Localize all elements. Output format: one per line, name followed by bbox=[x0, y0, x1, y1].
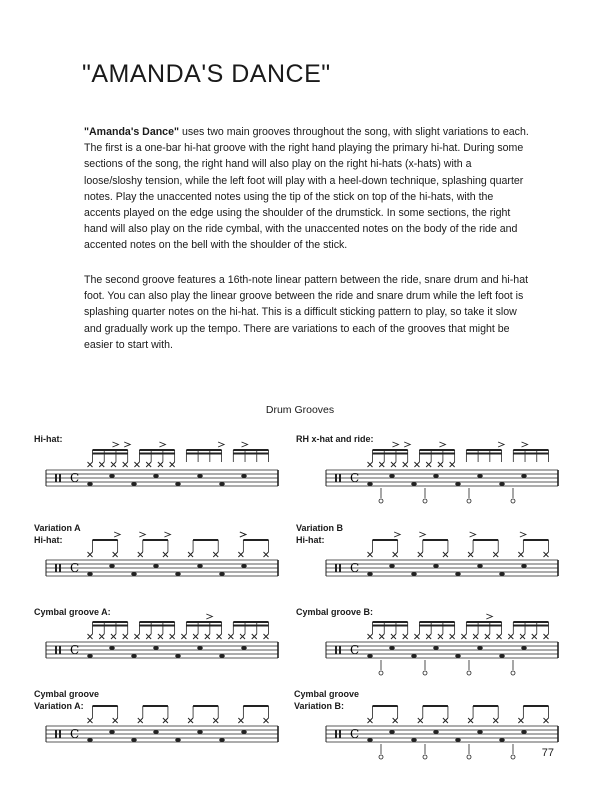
percussion-clef bbox=[339, 564, 341, 572]
note-beam bbox=[373, 453, 408, 455]
percussion-clef bbox=[55, 646, 57, 654]
bass-drum-note bbox=[499, 738, 505, 742]
accent-mark bbox=[520, 532, 526, 537]
snare-note bbox=[433, 564, 439, 568]
note-beam bbox=[139, 453, 174, 455]
note-beam bbox=[373, 705, 398, 707]
bass-drum-note bbox=[87, 654, 93, 658]
bass-drum-note bbox=[175, 482, 181, 486]
note-beam bbox=[143, 705, 168, 707]
note-beam bbox=[93, 621, 128, 623]
page-number: 77 bbox=[541, 747, 554, 759]
note-beam bbox=[419, 625, 454, 627]
bass-drum-note bbox=[367, 482, 373, 486]
snare-note bbox=[109, 730, 115, 734]
bass-drum-note bbox=[499, 654, 505, 658]
hi-hat-foot-note bbox=[423, 499, 427, 503]
accent-mark bbox=[522, 442, 528, 447]
hi-hat-foot-note bbox=[511, 755, 515, 759]
note-beam bbox=[513, 453, 548, 455]
groove-label-hi-hat: Hi-hat: bbox=[34, 434, 63, 444]
note-beam bbox=[93, 539, 118, 541]
bass-drum-note bbox=[367, 654, 373, 658]
snare-note bbox=[109, 564, 115, 568]
snare-note bbox=[521, 730, 527, 734]
hi-hat-foot-note bbox=[511, 671, 515, 675]
percussion-clef bbox=[335, 474, 337, 482]
staff-rh-xhat-ride bbox=[326, 442, 578, 504]
bass-drum-note bbox=[175, 572, 181, 576]
bass-drum-note bbox=[499, 572, 505, 576]
note-beam bbox=[373, 621, 408, 623]
bass-drum-note bbox=[367, 572, 373, 576]
snare-note bbox=[477, 474, 483, 478]
hi-hat-foot-note bbox=[467, 671, 471, 675]
percussion-clef bbox=[59, 474, 61, 482]
percussion-clef bbox=[59, 730, 61, 738]
staff-hi-hat bbox=[46, 442, 298, 504]
snare-note bbox=[153, 646, 159, 650]
bass-drum-note bbox=[411, 572, 417, 576]
percussion-clef bbox=[55, 474, 57, 482]
note-beam bbox=[139, 625, 174, 627]
bass-drum-note bbox=[87, 482, 93, 486]
accent-mark bbox=[124, 442, 130, 447]
bass-drum-note bbox=[175, 738, 181, 742]
accent-mark bbox=[498, 442, 504, 447]
accent-mark bbox=[112, 442, 118, 447]
accent-mark bbox=[218, 442, 224, 447]
groove-label-cymbal-b: Cymbal groove B: bbox=[296, 607, 374, 617]
accent-mark bbox=[470, 532, 476, 537]
intro-paragraph-1 bbox=[84, 124, 529, 254]
bass-drum-note bbox=[411, 482, 417, 486]
bass-drum-note bbox=[499, 482, 505, 486]
note-beam bbox=[93, 625, 128, 627]
intro-paragraph-1-text: uses two main grooves throughout the song, with slight variations to each. The first is a one-bar hi-hat groove with the right hand playing the primary hi-hat. During some sections of the song, the right hand will also play on the right hi-hats (x-hats) with a loose/sloshy tension, while the left foot will play with a heel-down technique, splashing quarter notes. Play the unaccented notes using the tip of the stick on top of the hi-hats, with the accents played on the edge using the shoulder of the drumstick. In some sections, the right hand will also play on the ride cymbal, with the unaccented notes on the body of the ride and accented notes on the bell with the shoulder of the stick. bbox=[84, 126, 529, 252]
accent-mark bbox=[164, 532, 170, 537]
hi-hat-foot-note bbox=[511, 499, 515, 503]
snare-note bbox=[241, 474, 247, 478]
snare-note bbox=[197, 474, 203, 478]
snare-note bbox=[389, 730, 395, 734]
accent-mark bbox=[139, 532, 145, 537]
note-beam bbox=[233, 625, 268, 627]
time-signature: C bbox=[350, 727, 360, 741]
snare-note bbox=[109, 646, 115, 650]
song-title-bold: "Amanda's Dance" bbox=[84, 126, 179, 138]
snare-note bbox=[241, 564, 247, 568]
bass-drum-note bbox=[219, 572, 225, 576]
note-beam bbox=[243, 539, 268, 541]
groove-label-cymbal-variation-b: Cymbal groove Variation B: bbox=[294, 689, 360, 711]
hi-hat-foot-note bbox=[379, 671, 383, 675]
note-beam bbox=[466, 625, 501, 627]
note-beam bbox=[373, 625, 408, 627]
note-beam bbox=[139, 621, 174, 623]
groove-label-variation-b: Variation B Hi-hat: bbox=[296, 523, 344, 545]
bass-drum-note bbox=[455, 482, 461, 486]
accent-mark bbox=[240, 532, 246, 537]
percussion-clef bbox=[339, 474, 341, 482]
time-signature: C bbox=[70, 561, 80, 575]
snare-note bbox=[477, 646, 483, 650]
note-beam bbox=[186, 621, 221, 623]
percussion-clef bbox=[55, 564, 57, 572]
snare-note bbox=[389, 646, 395, 650]
note-beam bbox=[186, 625, 221, 627]
note-beam bbox=[93, 705, 118, 707]
percussion-clef bbox=[59, 646, 61, 654]
snare-note bbox=[433, 730, 439, 734]
percussion-clef bbox=[335, 564, 337, 572]
note-beam bbox=[473, 539, 498, 541]
bass-drum-note bbox=[411, 738, 417, 742]
snare-note bbox=[153, 474, 159, 478]
snare-note bbox=[241, 730, 247, 734]
groove-label-cymbal-variation-a: Cymbal groove Variation A: bbox=[34, 689, 100, 711]
staff-cymbal-variation-a bbox=[46, 698, 298, 760]
note-beam bbox=[423, 705, 448, 707]
snare-note bbox=[521, 474, 527, 478]
accent-mark bbox=[486, 614, 492, 619]
accent-mark bbox=[392, 442, 398, 447]
accent-mark bbox=[394, 532, 400, 537]
bass-drum-note bbox=[219, 654, 225, 658]
snare-note bbox=[197, 564, 203, 568]
accent-mark bbox=[114, 532, 120, 537]
bass-drum-note bbox=[131, 654, 137, 658]
percussion-clef bbox=[339, 646, 341, 654]
note-beam bbox=[419, 621, 454, 623]
accent-mark bbox=[242, 442, 248, 447]
note-beam bbox=[139, 449, 174, 451]
snare-note bbox=[521, 646, 527, 650]
note-beam bbox=[513, 621, 548, 623]
snare-note bbox=[241, 646, 247, 650]
snare-note bbox=[433, 646, 439, 650]
note-beam bbox=[373, 449, 408, 451]
percussion-clef bbox=[335, 646, 337, 654]
snare-note bbox=[477, 564, 483, 568]
staff-cymbal-variation-b bbox=[326, 698, 578, 760]
snare-note bbox=[153, 564, 159, 568]
groove-label-cymbal-a: Cymbal groove A: bbox=[34, 607, 111, 617]
note-beam bbox=[186, 449, 221, 451]
bass-drum-note bbox=[455, 738, 461, 742]
accent-mark bbox=[206, 614, 212, 619]
note-beam bbox=[513, 625, 548, 627]
accent-mark bbox=[419, 532, 425, 537]
snare-note bbox=[433, 474, 439, 478]
time-signature: C bbox=[70, 727, 80, 741]
note-beam bbox=[419, 453, 454, 455]
page-title: "AMANDA'S DANCE" bbox=[82, 60, 331, 88]
percussion-clef bbox=[59, 564, 61, 572]
note-beam bbox=[193, 705, 218, 707]
bass-drum-note bbox=[219, 482, 225, 486]
staff-variation-a bbox=[46, 532, 298, 594]
bass-drum-note bbox=[367, 738, 373, 742]
hi-hat-foot-note bbox=[423, 755, 427, 759]
staff-cymbal-groove-a bbox=[46, 614, 298, 676]
hi-hat-foot-note bbox=[467, 755, 471, 759]
note-beam bbox=[233, 453, 268, 455]
hi-hat-foot-note bbox=[379, 499, 383, 503]
note-beam bbox=[473, 705, 498, 707]
note-beam bbox=[373, 539, 398, 541]
time-signature: C bbox=[350, 471, 360, 485]
drum-grooves-heading: Drum Grooves bbox=[265, 404, 335, 416]
bass-drum-note bbox=[87, 572, 93, 576]
snare-note bbox=[197, 646, 203, 650]
bass-drum-note bbox=[175, 654, 181, 658]
note-beam bbox=[523, 705, 548, 707]
bass-drum-note bbox=[455, 654, 461, 658]
note-beam bbox=[233, 621, 268, 623]
intro-paragraph-2: The second groove features a 16th-note linear pattern between the ride, snare drum and hi-hat foot. You can also play the linear groove between the ride and snare drum while the left foot is splashing quarter notes on the hi-hat. This is a difficult sticking pattern to play, so take it slow and gradually work up the tempo. There are variations to each of the grooves that might be easier to start with. bbox=[84, 274, 529, 351]
note-beam bbox=[423, 539, 448, 541]
snare-note bbox=[109, 474, 115, 478]
percussion-clef bbox=[55, 730, 57, 738]
hi-hat-foot-note bbox=[467, 499, 471, 503]
bass-drum-note bbox=[455, 572, 461, 576]
staff-cymbal-groove-b bbox=[326, 614, 578, 676]
percussion-clef bbox=[335, 730, 337, 738]
note-beam bbox=[93, 449, 128, 451]
note-beam bbox=[466, 621, 501, 623]
time-signature: C bbox=[70, 643, 80, 657]
groove-label-rh-xhat-ride: RH x-hat and ride: bbox=[296, 434, 374, 444]
accent-mark bbox=[159, 442, 165, 447]
note-beam bbox=[233, 449, 268, 451]
snare-note bbox=[197, 730, 203, 734]
bass-drum-note bbox=[219, 738, 225, 742]
note-beam bbox=[419, 449, 454, 451]
note-beam bbox=[143, 539, 168, 541]
percussion-clef bbox=[339, 730, 341, 738]
note-beam bbox=[93, 453, 128, 455]
staff-variation-b bbox=[326, 532, 578, 594]
accent-mark bbox=[404, 442, 410, 447]
hi-hat-foot-note bbox=[423, 671, 427, 675]
note-beam bbox=[243, 705, 268, 707]
note-beam bbox=[466, 449, 501, 451]
snare-note bbox=[389, 564, 395, 568]
snare-note bbox=[521, 564, 527, 568]
accent-mark bbox=[439, 442, 445, 447]
groove-label-variation-a: Variation A Hi-hat: bbox=[34, 523, 81, 545]
time-signature: C bbox=[350, 643, 360, 657]
bass-drum-note bbox=[131, 572, 137, 576]
note-beam bbox=[466, 453, 501, 455]
bass-drum-note bbox=[131, 738, 137, 742]
note-beam bbox=[513, 449, 548, 451]
hi-hat-foot-note bbox=[379, 755, 383, 759]
note-beam bbox=[193, 539, 218, 541]
note-beam bbox=[186, 453, 221, 455]
snare-note bbox=[389, 474, 395, 478]
bass-drum-note bbox=[87, 738, 93, 742]
snare-note bbox=[477, 730, 483, 734]
bass-drum-note bbox=[411, 654, 417, 658]
snare-note bbox=[153, 730, 159, 734]
note-beam bbox=[523, 539, 548, 541]
time-signature: C bbox=[70, 471, 80, 485]
bass-drum-note bbox=[131, 482, 137, 486]
time-signature: C bbox=[350, 561, 360, 575]
